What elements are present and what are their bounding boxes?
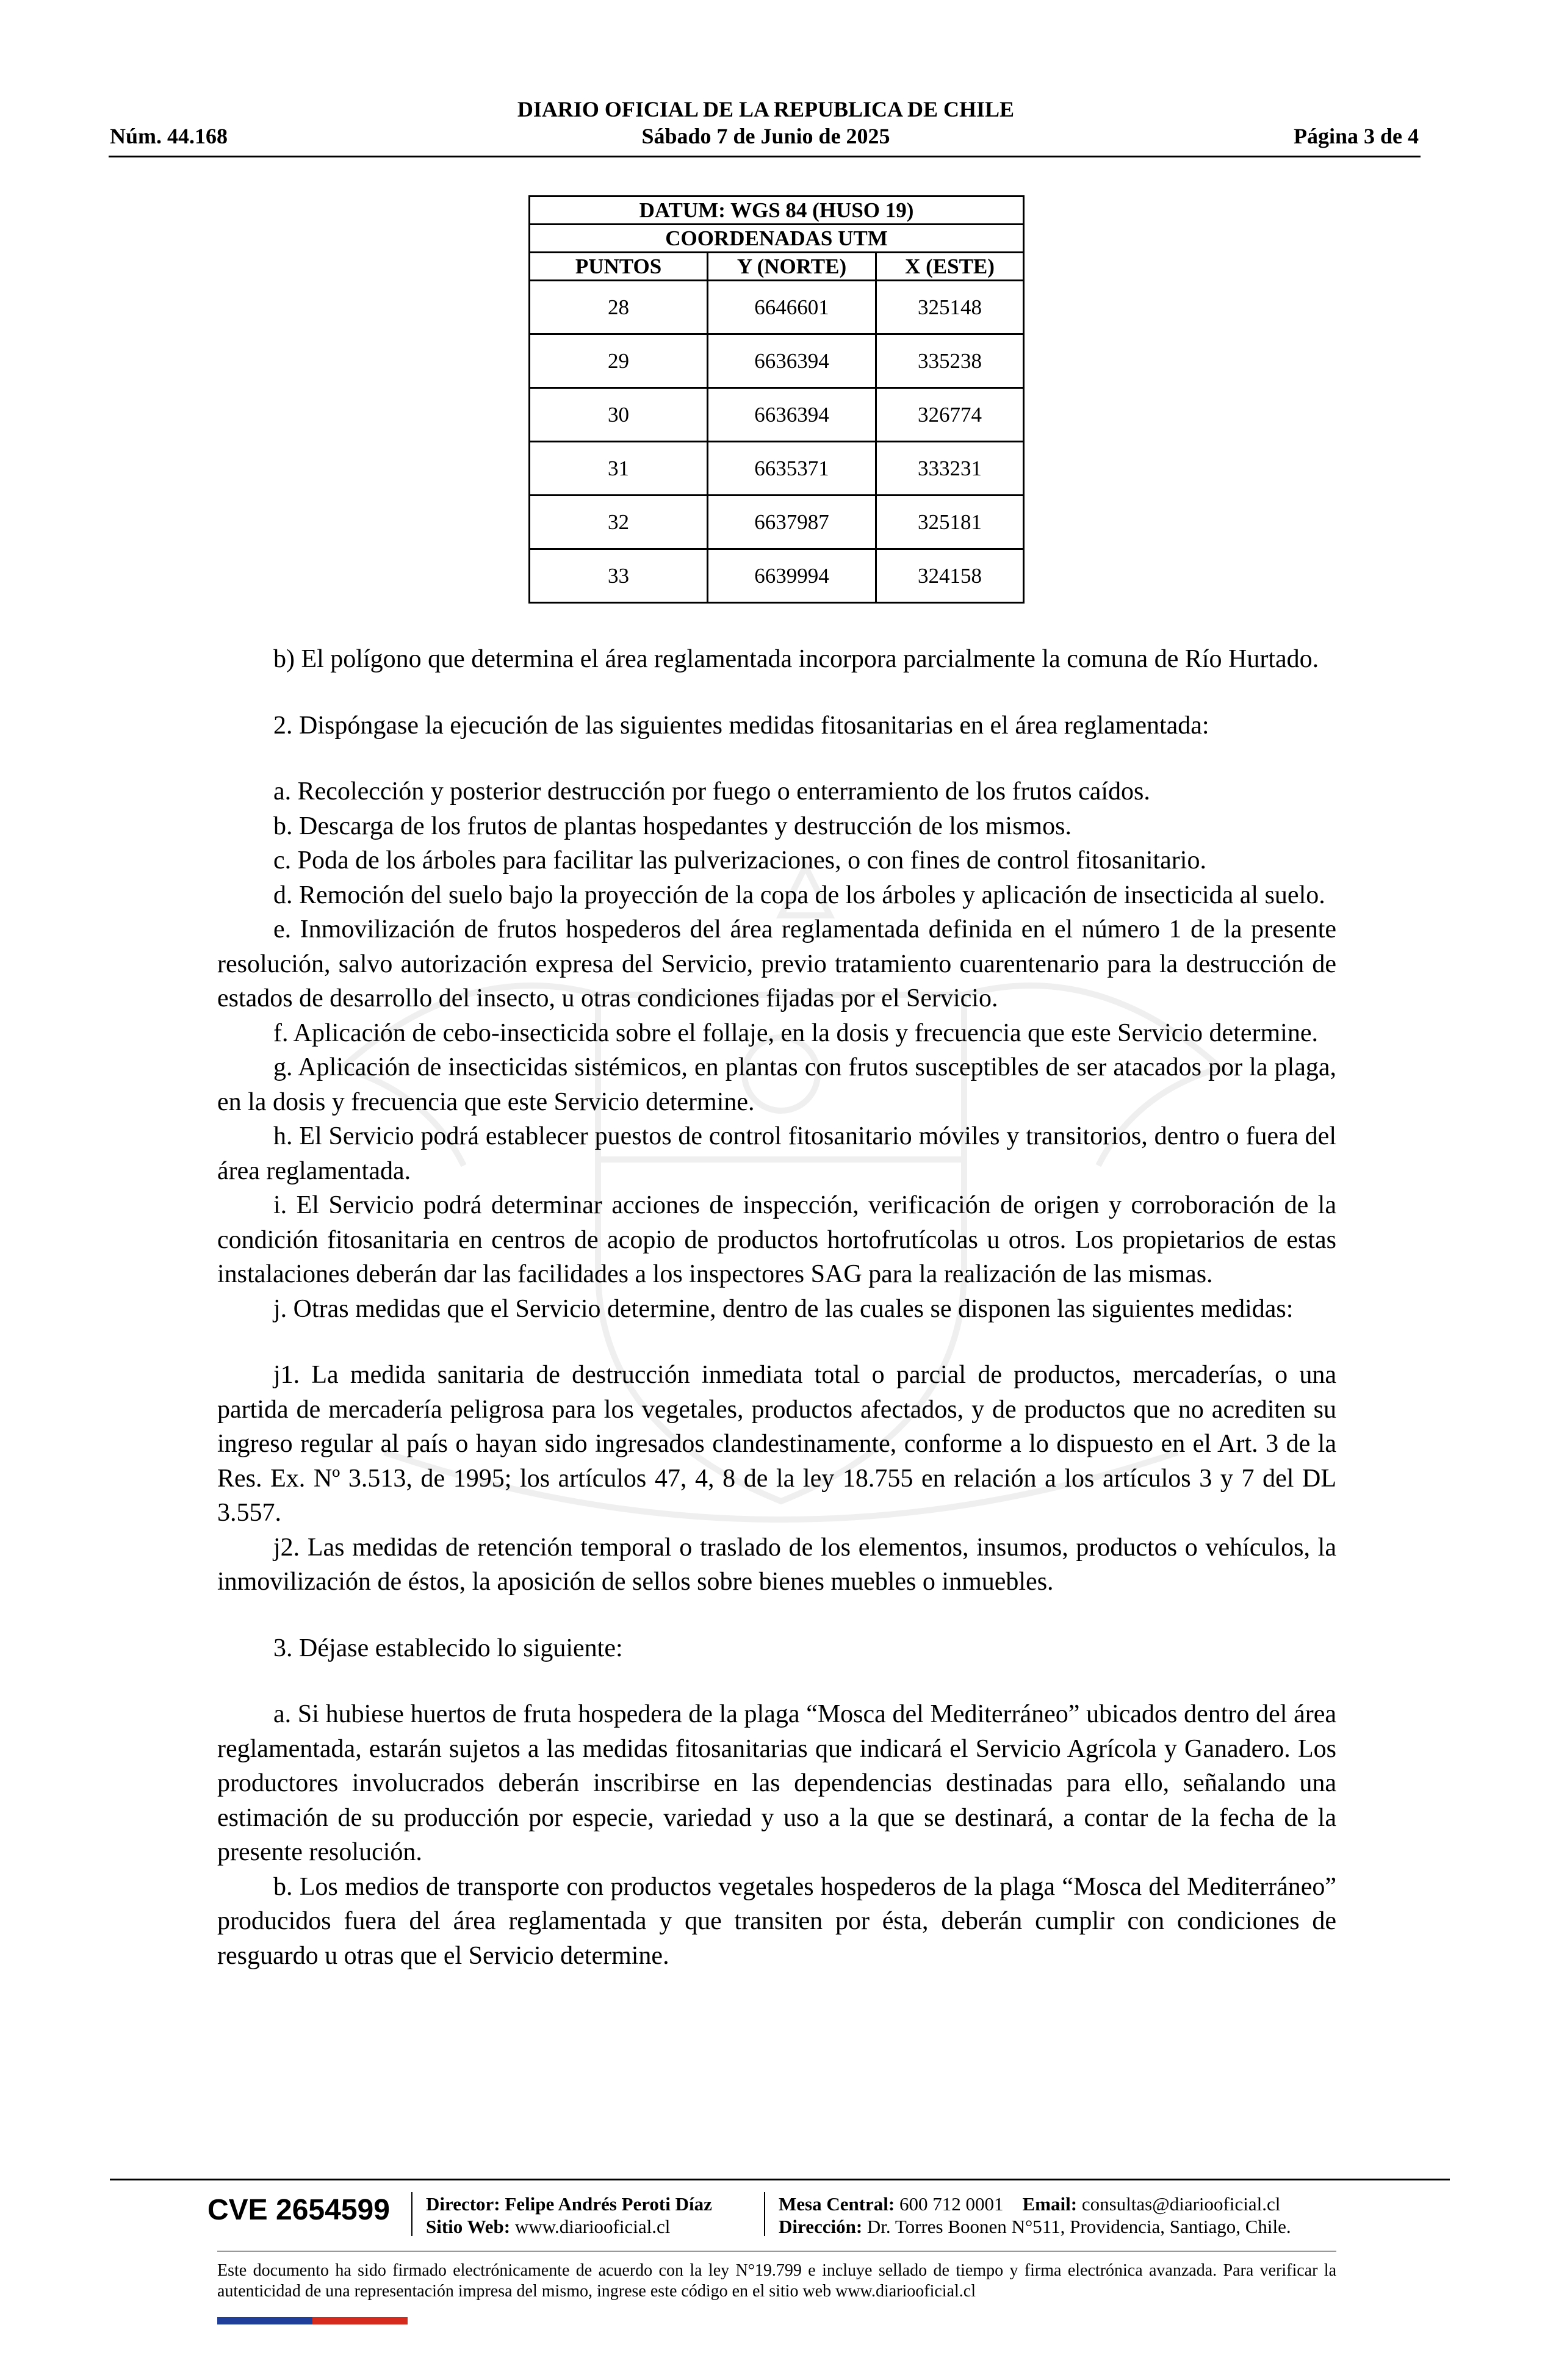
footer-divider: [110, 2179, 1450, 2180]
table-cell: 6636394: [708, 388, 876, 442]
flag-stripe: [217, 2317, 408, 2324]
phone-label: Mesa Central:: [779, 2193, 895, 2215]
table-cell: 33: [530, 549, 708, 603]
measure-j1: j1. La medida sanitaria de destrucción inmediata total o parcial de productos, mercaderías, o una partida de mercadería peligrosa para los vegetales, productos afectados, y de productos que no acrediten su ingreso regular al país o hayan sido ingresados clandestinamente, conforme a lo dispuesto en el Art. 3 de la Res. Ex. Nº 3.513, de 1995; los artículos 47, 4, 8 de la ley 18.755 en relación a los artículos 3 y 7 del DL 3.557.: [217, 1361, 1336, 1527]
email-label: Email:: [1022, 2193, 1078, 2215]
paragraph-section-2: 2. Dispóngase la ejecución de las siguientes medidas fitosanitarias en el área reglamentada:: [273, 711, 1209, 740]
measure-c: c. Poda de los árboles para facilitar las pulverizaciones, o con fines de control fitosanitario.: [273, 846, 1206, 874]
address-value: Dr. Torres Boonen N°511, Providencia, Santiago, Chile.: [866, 2216, 1291, 2237]
website-link[interactable]: www.diariooficial.cl: [514, 2216, 671, 2237]
table-cell: 6637987: [708, 496, 876, 549]
issue-date: Sábado 7 de Junio de 2025: [641, 124, 890, 148]
measure-h: h. El Servicio podrá establecer puestos de control fitosanitario móviles y transitorios, dentro o fuera del área reglamentada.: [217, 1122, 1336, 1185]
paragraph-section-3: 3. Déjase establecido lo siguiente:: [273, 1634, 623, 1662]
table-cell: 324158: [876, 549, 1024, 603]
table-row: [530, 496, 1024, 549]
table-row: [530, 388, 1024, 442]
utm-coordinates-table: [528, 195, 1025, 604]
measure-i: i. El Servicio podrá determinar acciones de inspección, verificación de origen y corroboración de la condición fitosanitaria en centros de acopio de productos hortofrutícolas u otros. Los propietarios de estas instalaciones deberán dar las facilidades a los inspectores SAG para la realización de las mismas.: [217, 1191, 1336, 1288]
measure-j: j. Otras medidas que el Servicio determine, dentro de las cuales se disponen las siguientes medidas:: [273, 1294, 1294, 1323]
measure-f: f. Aplicación de cebo-insecticida sobre el follaje, en la dosis y frecuencia que este Servicio determine.: [273, 1019, 1318, 1047]
footer-separator: [411, 2192, 412, 2236]
measure-j2: j2. Las medidas de retención temporal o traslado de los elementos, insumos, productos o vehículos, la inmovilización de éstos, la aposición de sellos sobre bienes muebles o inmuebles.: [217, 1533, 1336, 1596]
measure-d: d. Remoción del suelo bajo la proyección de la copa de los árboles y aplicación de insecticida al suelo.: [273, 881, 1325, 909]
table-row: [530, 442, 1024, 496]
website-label: Sitio Web:: [426, 2216, 511, 2237]
email-link[interactable]: consultas@diariooficial.cl: [1081, 2193, 1281, 2215]
measure-b: b. Descarga de los frutos de plantas hospedantes y destrucción de los mismos.: [273, 812, 1072, 840]
table-cell: 326774: [876, 388, 1024, 442]
header-divider: [109, 156, 1421, 157]
resolution-body: [217, 642, 1336, 1973]
paragraph-polygon: b) El polígono que determina el área reglamentada incorpora parcialmente la comuna de Río Hurtado.: [273, 645, 1319, 673]
flag-stripe-blue: [217, 2317, 312, 2324]
table-row: [530, 334, 1024, 388]
table-cell: 31: [530, 442, 708, 496]
provision-b: b. Los medios de transporte con productos vegetales hospederos de la plaga “Mosca del Mediterráneo” producidos fuera del área reglamentada y que transiten por ésta, deberán cumplir con condiciones de resguardo u otras que el Servicio determine.: [217, 1872, 1336, 1970]
table-cell: 333231: [876, 442, 1024, 496]
phone-number: 600 712 0001: [899, 2193, 1004, 2215]
table-cell: 30: [530, 388, 708, 442]
table-cell: 32: [530, 496, 708, 549]
table-title-datum: DATUM: WGS 84 (HUSO 19): [530, 197, 1024, 225]
measure-g: g. Aplicación de insecticidas sistémicos, en plantas con frutos susceptibles de ser atacados por la plaga, en la dosis y frecuencia que este Servicio determine.: [217, 1053, 1336, 1116]
table-cell: 6635371: [708, 442, 876, 496]
director-name: Felipe Andrés Peroti Díaz: [505, 2193, 712, 2215]
column-header-este: X (ESTE): [876, 253, 1024, 281]
issue-number: Núm. 44.168: [110, 124, 228, 148]
address-label: Dirección:: [779, 2216, 863, 2237]
electronic-signature-note: Este documento ha sido firmado electrónicamente de acuerdo con la ley N°19.799 e incluye sellado de tiempo y firma electrónica avanzada. Para verificar la autenticidad de una representación impresa del mismo, ingrese este código en el sitio web www.diariooficial.cl: [217, 2261, 1336, 2301]
footer-director-block: [426, 2193, 712, 2238]
provision-a: a. Si hubiese huertos de fruta hospedera de la plaga “Mosca del Mediterráneo” ubicados dentro del área reglamentada, estarán sujetos a las medidas fitosanitarias que indicará el Servicio Agrícola y Ganadero. Los productores involucrados deberán inscribirse en las dependencias destinadas para ello, señalando una estimación de su producción por especie, variedad y uso a la que se destinará, a contar de la fecha de la presente resolución.: [217, 1700, 1336, 1866]
footer-separator: [764, 2192, 765, 2236]
table-row: [530, 281, 1024, 334]
footer-contact-block: [779, 2193, 1291, 2238]
table-cell: 6646601: [708, 281, 876, 334]
table-cell: 29: [530, 334, 708, 388]
footer-note-divider: [217, 2251, 1336, 2252]
table-title-utm: COORDENADAS UTM: [530, 225, 1024, 253]
newspaper-title: DIARIO OFICIAL DE LA REPUBLICA DE CHILE: [517, 97, 1015, 121]
table-cell: 325148: [876, 281, 1024, 334]
table-cell: 6636394: [708, 334, 876, 388]
director-label: Director:: [426, 2193, 500, 2215]
page-number: Página 3 de 4: [1293, 124, 1419, 148]
measure-a: a. Recolección y posterior destrucción por fuego o enterramiento de los frutos caídos.: [273, 777, 1150, 806]
table-cell: 6639994: [708, 549, 876, 603]
column-header-puntos: PUNTOS: [530, 253, 708, 281]
flag-stripe-red: [312, 2317, 408, 2324]
column-header-norte: Y (NORTE): [708, 253, 876, 281]
cve-code: CVE 2654599: [207, 2194, 390, 2226]
table-cell: 28: [530, 281, 708, 334]
table-header-row: [530, 253, 1024, 281]
table-cell: 325181: [876, 496, 1024, 549]
measure-e: e. Inmovilización de frutos hospederos del área reglamentada definida en el número 1 de la presente resolución, salvo autorización expresa del Servicio, previo tratamiento cuarentenario para la destrucción de estados de desarrollo del insecto, u otras condiciones fijadas por el Servicio.: [217, 915, 1336, 1012]
table-cell: 335238: [876, 334, 1024, 388]
table-row: [530, 549, 1024, 603]
